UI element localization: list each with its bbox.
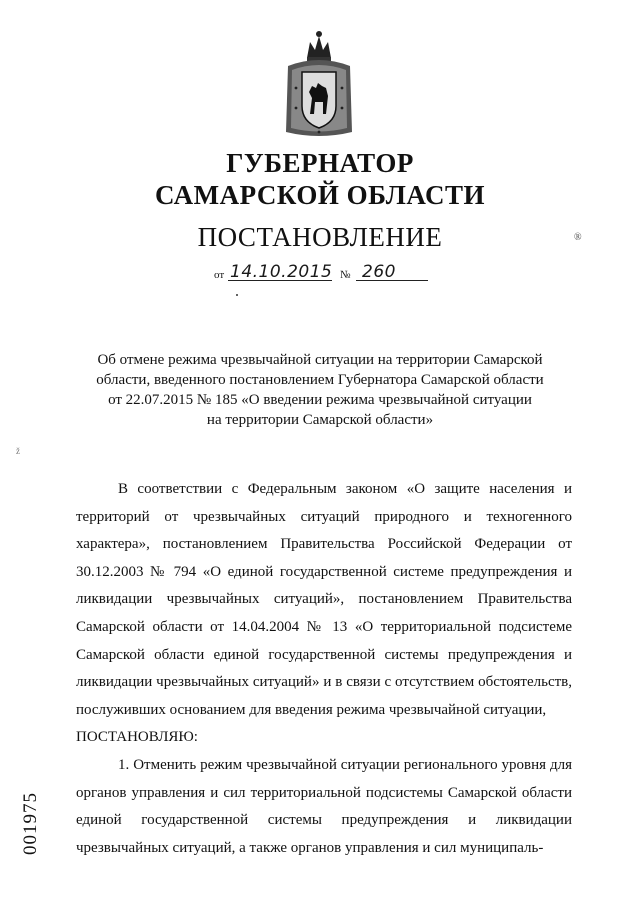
number-label: №: [340, 269, 351, 281]
issuer-title-line2: САМАРСКОЙ ОБЛАСТИ: [154, 180, 486, 210]
issuer-title-line1: ГУБЕРНАТОР: [226, 148, 414, 178]
coat-of-arms-emblem: [282, 28, 356, 140]
decree-word: ПОСТАНОВЛЯЮ:: [76, 729, 198, 746]
date-label: от: [214, 269, 225, 281]
document-date: 14.10.2015: [230, 262, 333, 282]
margin-mark-left: ž: [16, 446, 20, 456]
margin-mark-right: ®: [574, 232, 582, 243]
registration-number: 001975: [20, 792, 41, 855]
preamble-paragraph: В соответствии с Федеральным законом «О защите населения и территорий от чрезвычайных ситуаций природного и техногенного характера», постановлением Правительства Российской Федерации от 30.12.2003 № 794 «О единой государственной системе предупреждения и ликвидации чрезвычайных ситуаций», постановлением Правительства Самарской области от 14.04.2004 № 13 «О территориальной подсистеме Самарской области единой государственной системы предупреждения и ликвидации чрезвычайных ситуаций» и в связи с отсутствием обстоятельств, послуживших основанием для введения режима чрезвычайной ситуации,: [76, 481, 572, 718]
title-line: от 22.07.2015 № 185 «О введении режима чрезвычайной ситуации: [108, 392, 532, 408]
document-number: 260: [362, 262, 396, 282]
title-line: Об отмене режима чрезвычайной ситуации на территории Самарской: [97, 352, 543, 368]
document-body: [76, 476, 572, 862]
registration-stamp: [20, 770, 44, 855]
scan-dot: [236, 294, 238, 296]
title-line: на территории Самарской области»: [206, 412, 434, 428]
document-type-heading: ПОСТАНОВЛЕНИЕ: [197, 222, 443, 252]
title-line: области, введенного постановлением Губернатора Самарской области: [96, 372, 544, 388]
item-1-paragraph: 1. Отменить режим чрезвычайной ситуации регионального уровня для органов управления и сил территориальной подсистемы Самарской области единой государственной системы предупреждения и ликвидации чрезвычайных ситуаций, а также органов управления и сил муниципаль-: [76, 756, 572, 856]
document-title: [90, 350, 550, 430]
